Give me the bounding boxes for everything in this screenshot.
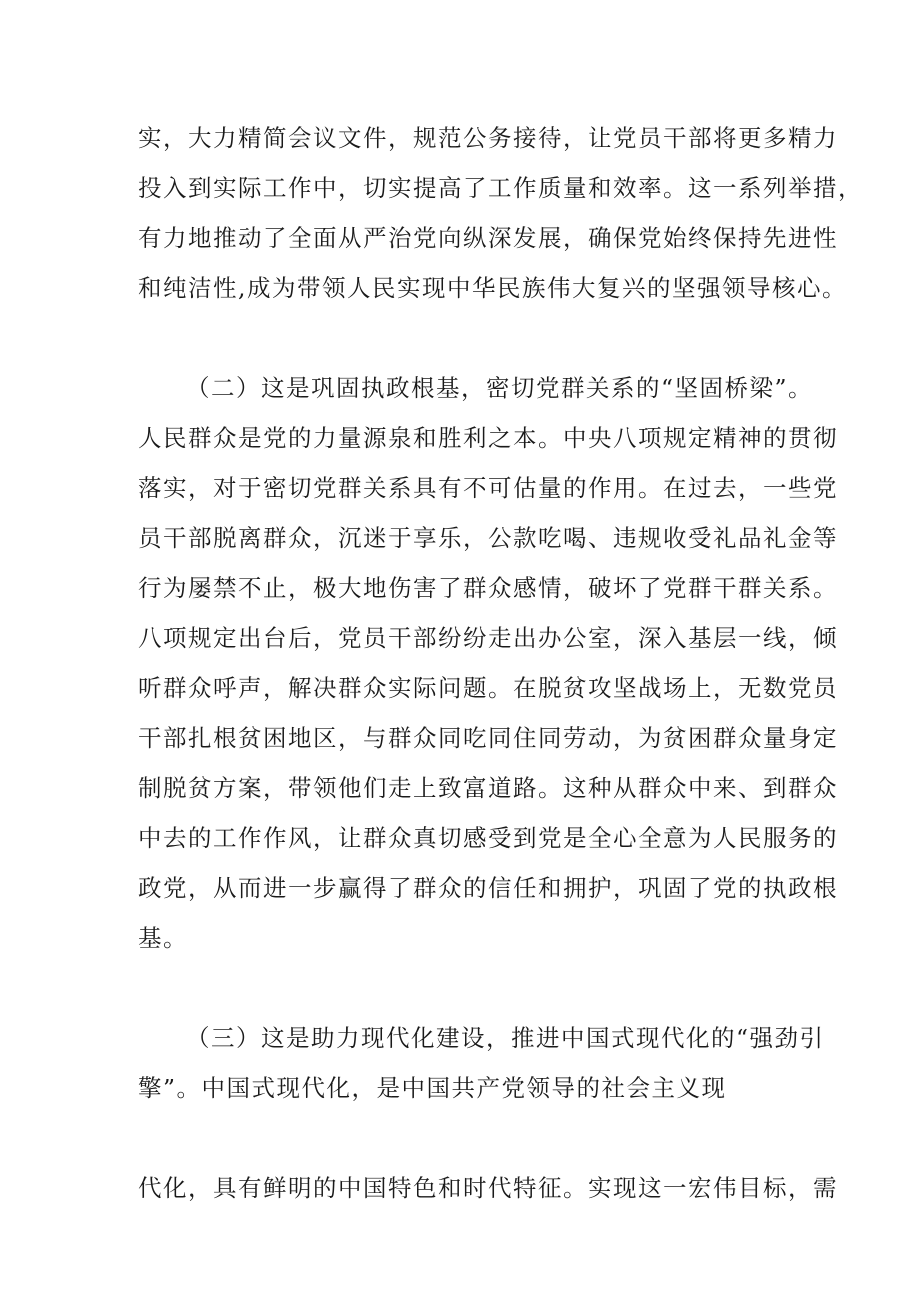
text-line: 落实，对于密切党群关系具有不可估量的作用。在过去，一些党	[138, 474, 838, 502]
text-line: 干部扎根贫困地区，与群众同吃同住同劳动，为贫困群众量身定	[138, 724, 838, 752]
text-line: 中去的工作作风，让群众真切感受到党是全心全意为人民服务的	[138, 824, 838, 852]
text-line: 擎”。中国式现代化，是中国共产党领导的社会主义现	[138, 1074, 727, 1102]
text-line: 八项规定出台后，党员干部纷纷走出办公室，深入基层一线，倾	[138, 624, 838, 652]
text-line: 投入到实际工作中，切实提高了工作质量和效率。这一系列举措，	[138, 174, 863, 202]
text-line: 行为屡禁不止，极大地伤害了群众感情，破坏了党群干群关系。	[138, 574, 838, 602]
text-line: 代化，具有鲜明的中国特色和时代特征。实现这一宏伟目标，需	[138, 1174, 838, 1202]
text-line: 有力地推动了全面从严治党向纵深发展，确保党始终保持先进性	[138, 224, 838, 252]
text-line: 实，大力精简会议文件，规范公务接待，让党员干部将更多精力	[138, 124, 838, 152]
text-line: 人民群众是党的力量源泉和胜利之本。中央八项规定精神的贯彻	[138, 424, 838, 452]
text-line: 听群众呼声，解决群众实际问题。在脱贫攻坚战场上，无数党员	[138, 674, 838, 702]
text-line: （二）这是巩固执政根基，密切党群关系的“坚固桥梁”。	[186, 374, 814, 402]
text-line: 制脱贫方案，带领他们走上致富道路。这种从群众中来、到群众	[138, 774, 838, 802]
text-line: 员干部脱离群众，沉迷于享乐，公款吃喝、违规收受礼品礼金等	[138, 524, 838, 552]
text-line: 基。	[138, 924, 188, 952]
text-line: （三）这是助力现代化建设，推进中国式现代化的“强劲引	[186, 1024, 825, 1052]
text-line: 政党，从而进一步赢得了群众的信任和拥护，巩固了党的执政根	[138, 874, 838, 902]
text-line: 和纯洁性,成为带领人民实现中华民族伟大复兴的坚强领导核心。	[138, 274, 847, 302]
